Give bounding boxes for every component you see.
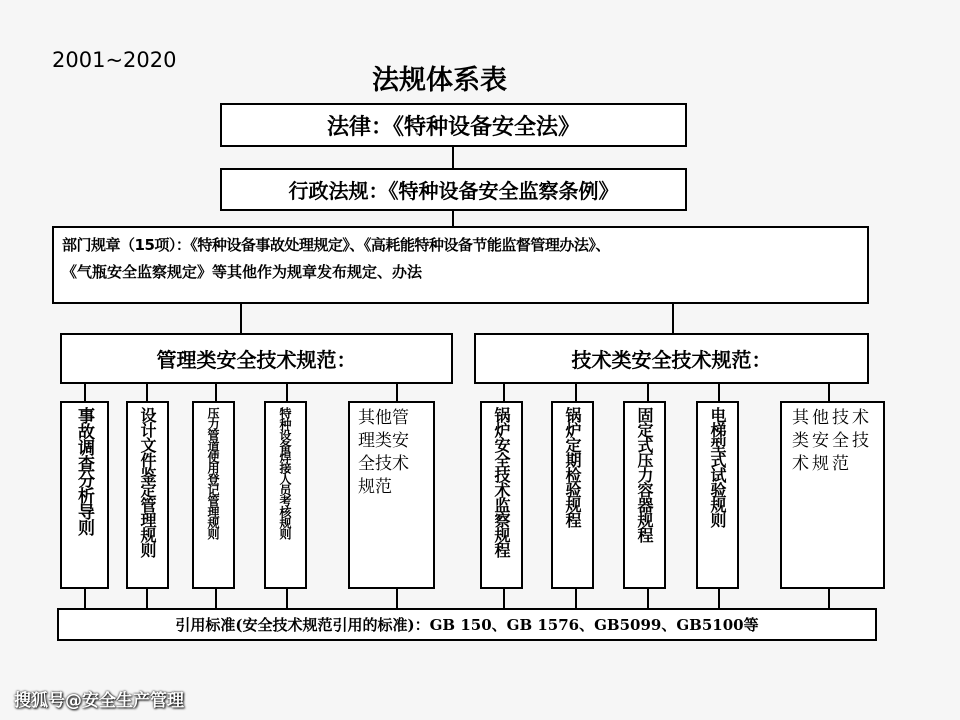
- connector: [240, 304, 242, 334]
- page-title: 法规体系表: [372, 65, 507, 96]
- connector: [503, 384, 505, 402]
- connector: [575, 589, 577, 609]
- connector: [452, 147, 454, 168]
- connector: [828, 589, 830, 609]
- connector: [286, 589, 288, 609]
- connector: [718, 384, 720, 402]
- connector: [396, 589, 398, 609]
- item-text: 电梯型式试验规则: [708, 407, 727, 527]
- connector: [84, 384, 86, 402]
- item-text: 事故调查分析导则: [74, 407, 94, 535]
- management-item: [264, 401, 307, 589]
- technical-item: [623, 401, 666, 589]
- connector: [146, 384, 148, 402]
- connector: [286, 384, 288, 402]
- connector: [215, 384, 217, 402]
- connector: [647, 589, 649, 609]
- year-range: 2001~2020: [52, 48, 177, 72]
- management-item: [126, 401, 169, 589]
- admin-regulation-text: 行政法规：《特种设备安全监察条例》: [288, 179, 619, 203]
- item-text: 其他技术类安全技术规范: [792, 408, 872, 474]
- technical-item: [780, 401, 885, 589]
- standards-text: 引用标准(安全技术规范引用的标准)：GB 150、GB 1576、GB5099、GB5100等: [175, 616, 759, 634]
- management-group-box: [60, 333, 453, 384]
- connector: [647, 384, 649, 402]
- dept-rules-line2: 《气瓶安全监察规定》等其他作为规章发布规定、办法: [62, 263, 423, 281]
- technical-item: [551, 401, 594, 589]
- law-box: [220, 103, 687, 147]
- item-text: 其他管理类安全技术规范: [358, 408, 409, 497]
- item-text: 特种设备焊接人员考核规则: [278, 407, 292, 539]
- connector: [215, 589, 217, 609]
- technical-item: [696, 401, 739, 589]
- connector: [396, 384, 398, 402]
- admin-regulation-box: [220, 168, 687, 211]
- item-text: 锅炉定期检验规程: [563, 407, 582, 527]
- connector: [84, 589, 86, 609]
- dept-rules-line1: 部门规章（15项）：《特种设备事故处理规定》、《高耗能特种设备节能监督管理办法》、: [62, 236, 610, 254]
- management-item: [348, 401, 435, 589]
- technical-group-box: [474, 333, 869, 384]
- management-group-title: 管理类安全技术规范：: [156, 348, 357, 372]
- item-text: 锅炉安全技术监察规程: [492, 407, 511, 557]
- standards-box: [57, 608, 877, 641]
- item-text: 压力管道使用登记管理规则: [206, 407, 220, 539]
- item-text: 设计文件鉴定管理规则: [138, 407, 157, 557]
- connector: [146, 589, 148, 609]
- connector: [718, 589, 720, 609]
- connector: [503, 589, 505, 609]
- management-item: [60, 401, 109, 589]
- management-item: [192, 401, 235, 589]
- law-text: 法律：《特种设备安全法》: [326, 114, 580, 140]
- connector: [828, 384, 830, 402]
- connector: [452, 211, 454, 227]
- watermark: 搜狐号@安全生产管理: [14, 691, 184, 711]
- technical-item: [480, 401, 523, 589]
- technical-group-title: 技术类安全技术规范：: [571, 348, 772, 372]
- item-text: 固定式压力容器规程: [635, 407, 654, 542]
- dept-rules-box: [52, 226, 869, 304]
- connector: [672, 304, 674, 334]
- connector: [575, 384, 577, 402]
